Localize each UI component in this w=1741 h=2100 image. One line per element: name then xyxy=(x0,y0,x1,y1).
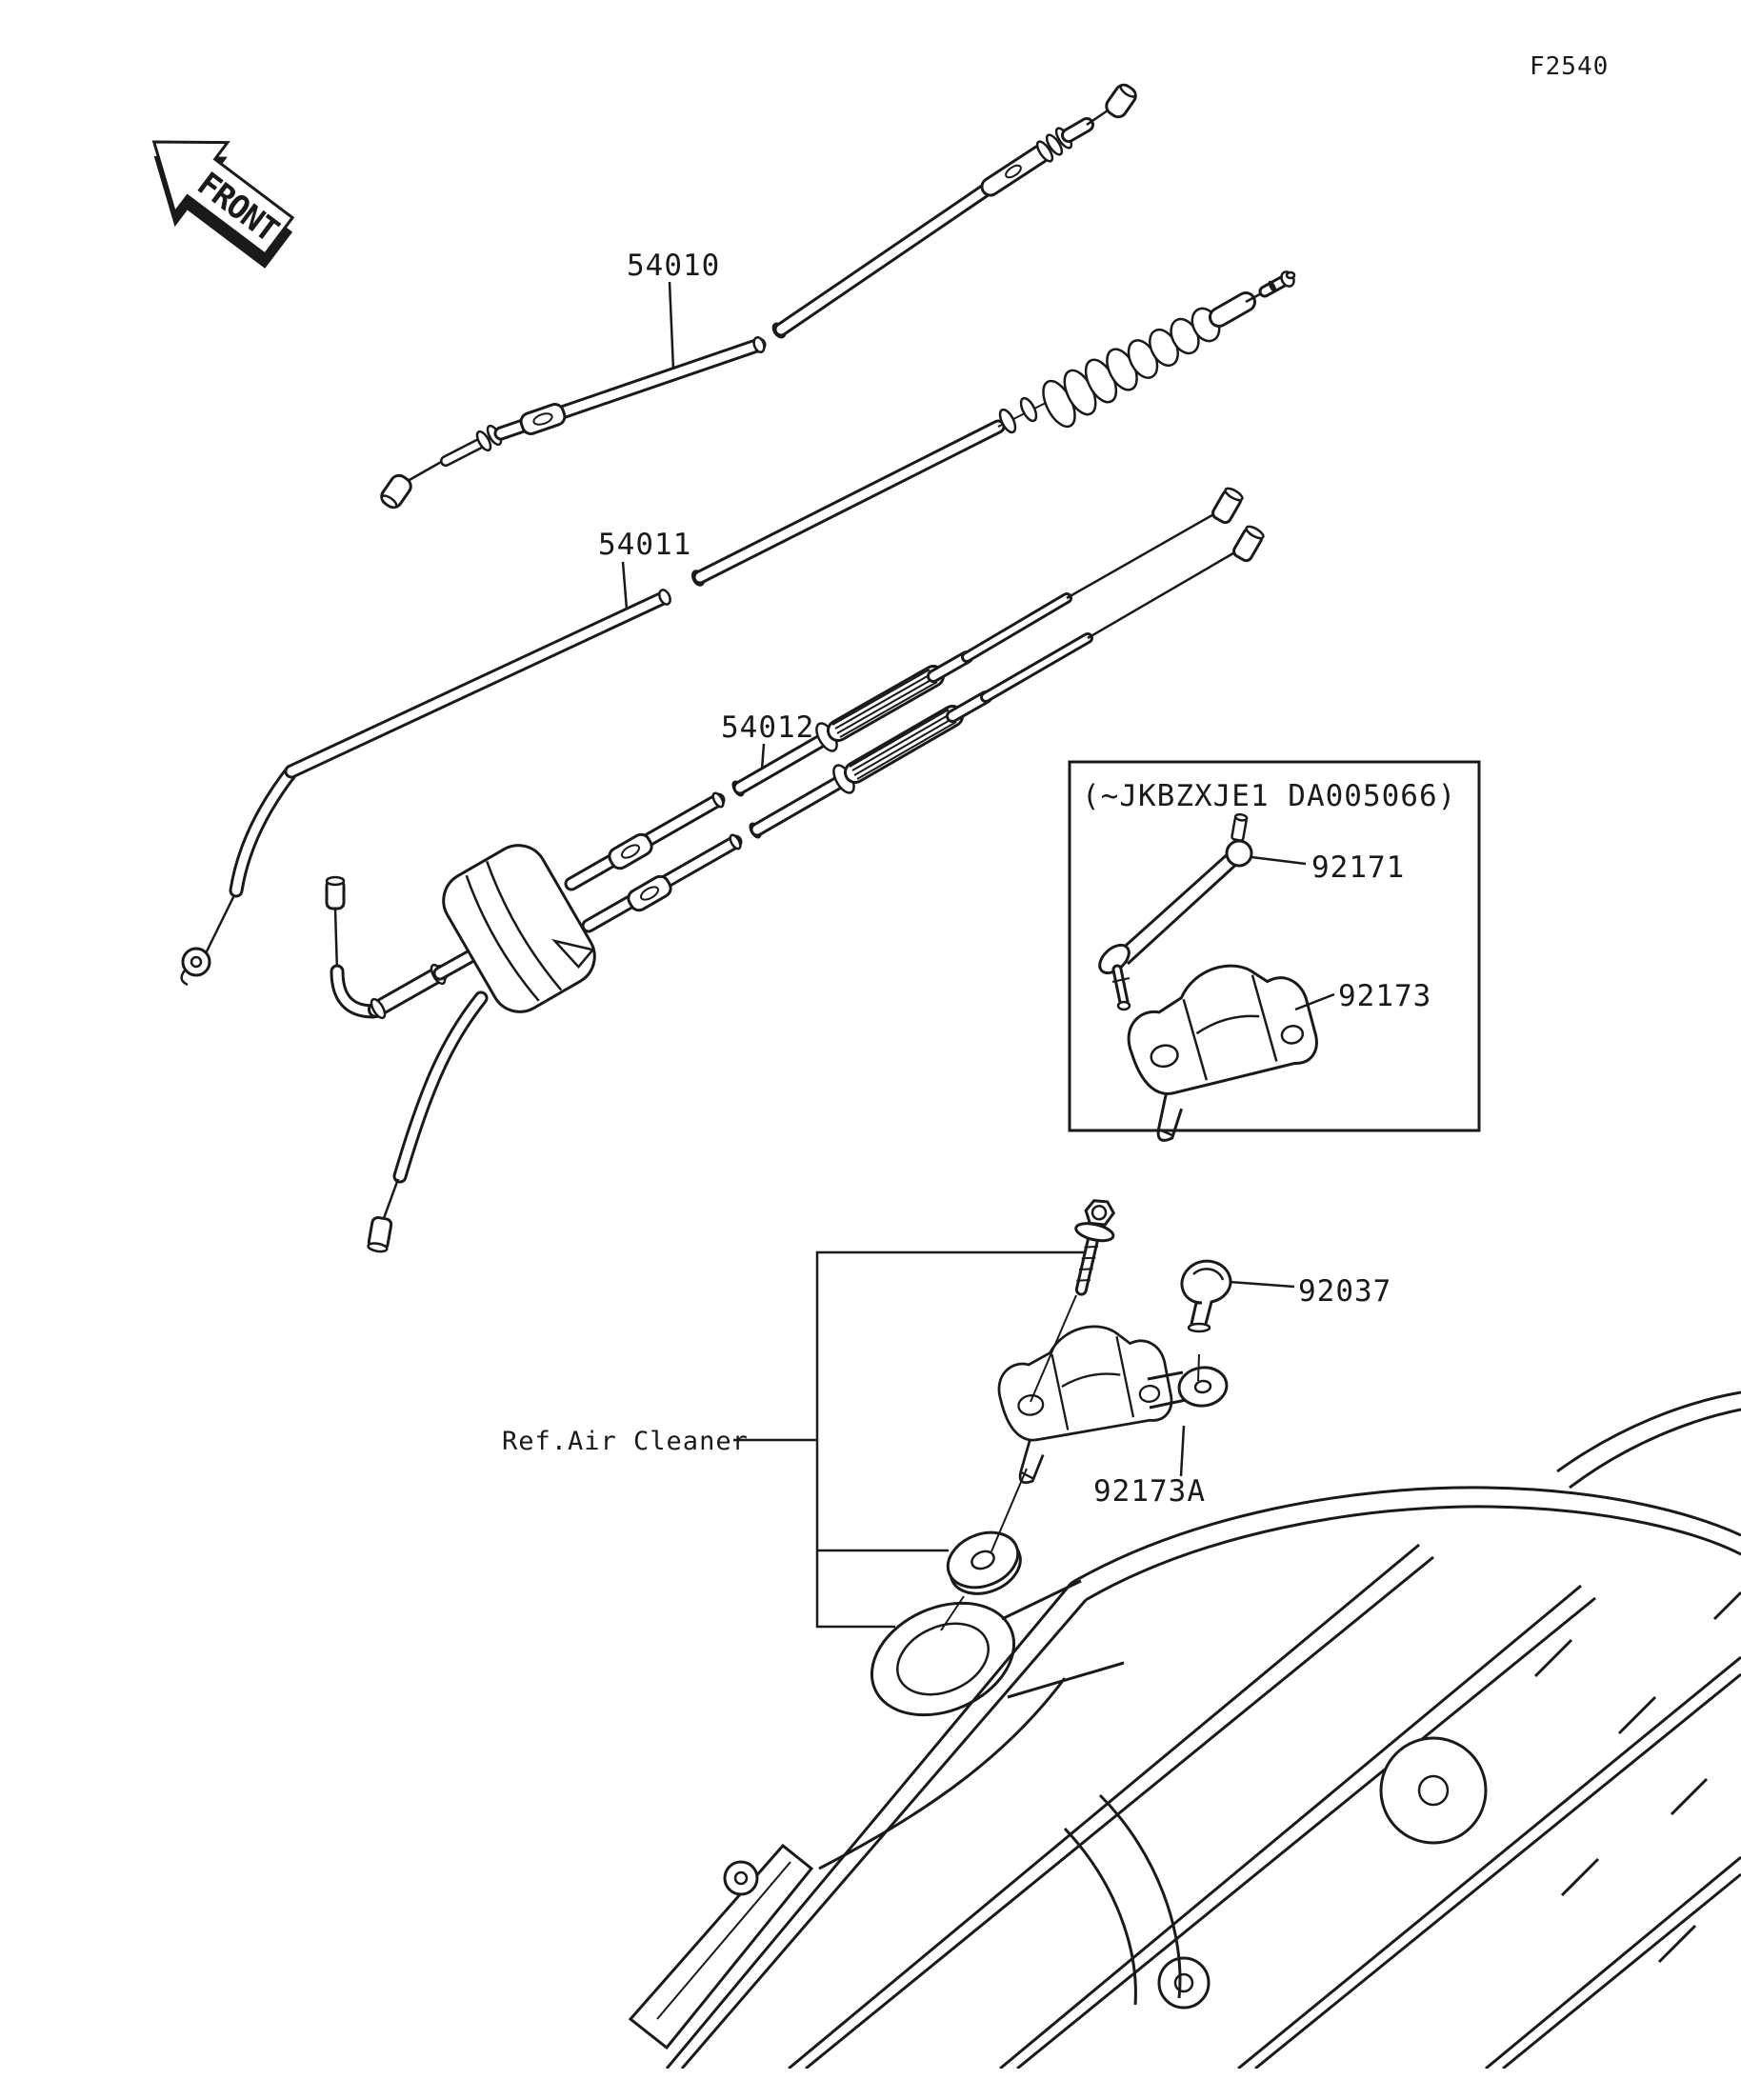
clamp-pin-line xyxy=(1198,1354,1199,1381)
grommet xyxy=(433,835,605,1023)
serial-note: (~JKBZXJE1 DA005066) xyxy=(1082,779,1457,813)
cable-54010-drawing xyxy=(378,82,1139,510)
figure-code: F2540 xyxy=(1530,52,1610,81)
ref-air-cleaner-label: Ref.Air Cleaner xyxy=(502,1427,749,1456)
part-label-92173[interactable]: 92173 xyxy=(1338,979,1432,1013)
front-arrow xyxy=(121,107,312,285)
clamp-92037-drawing xyxy=(1182,1261,1231,1331)
leader-54010 xyxy=(670,282,673,370)
part-label-92037[interactable]: 92037 xyxy=(1298,1274,1392,1309)
inset-box xyxy=(1070,762,1479,1144)
part-92173a-drawing xyxy=(991,1317,1180,1485)
leader-54011 xyxy=(623,562,627,610)
leader-92173a xyxy=(1181,1426,1184,1476)
front-arrow-label: FRONT xyxy=(190,165,287,250)
part-label-54012[interactable]: 54012 xyxy=(721,710,815,745)
part-label-92171[interactable]: 92171 xyxy=(1311,850,1406,885)
mount-group-drawing xyxy=(940,1196,1231,1604)
washer-drawing xyxy=(940,1523,1029,1604)
boot-bellows xyxy=(1037,304,1225,431)
part-label-54010[interactable]: 54010 xyxy=(627,249,721,283)
bolt-drawing xyxy=(1063,1196,1121,1294)
leader-54012 xyxy=(762,744,764,770)
part-label-92173a[interactable]: 92173A xyxy=(1093,1474,1206,1509)
leader-92037 xyxy=(1230,1282,1294,1287)
part-label-54011[interactable]: 54011 xyxy=(598,528,692,562)
